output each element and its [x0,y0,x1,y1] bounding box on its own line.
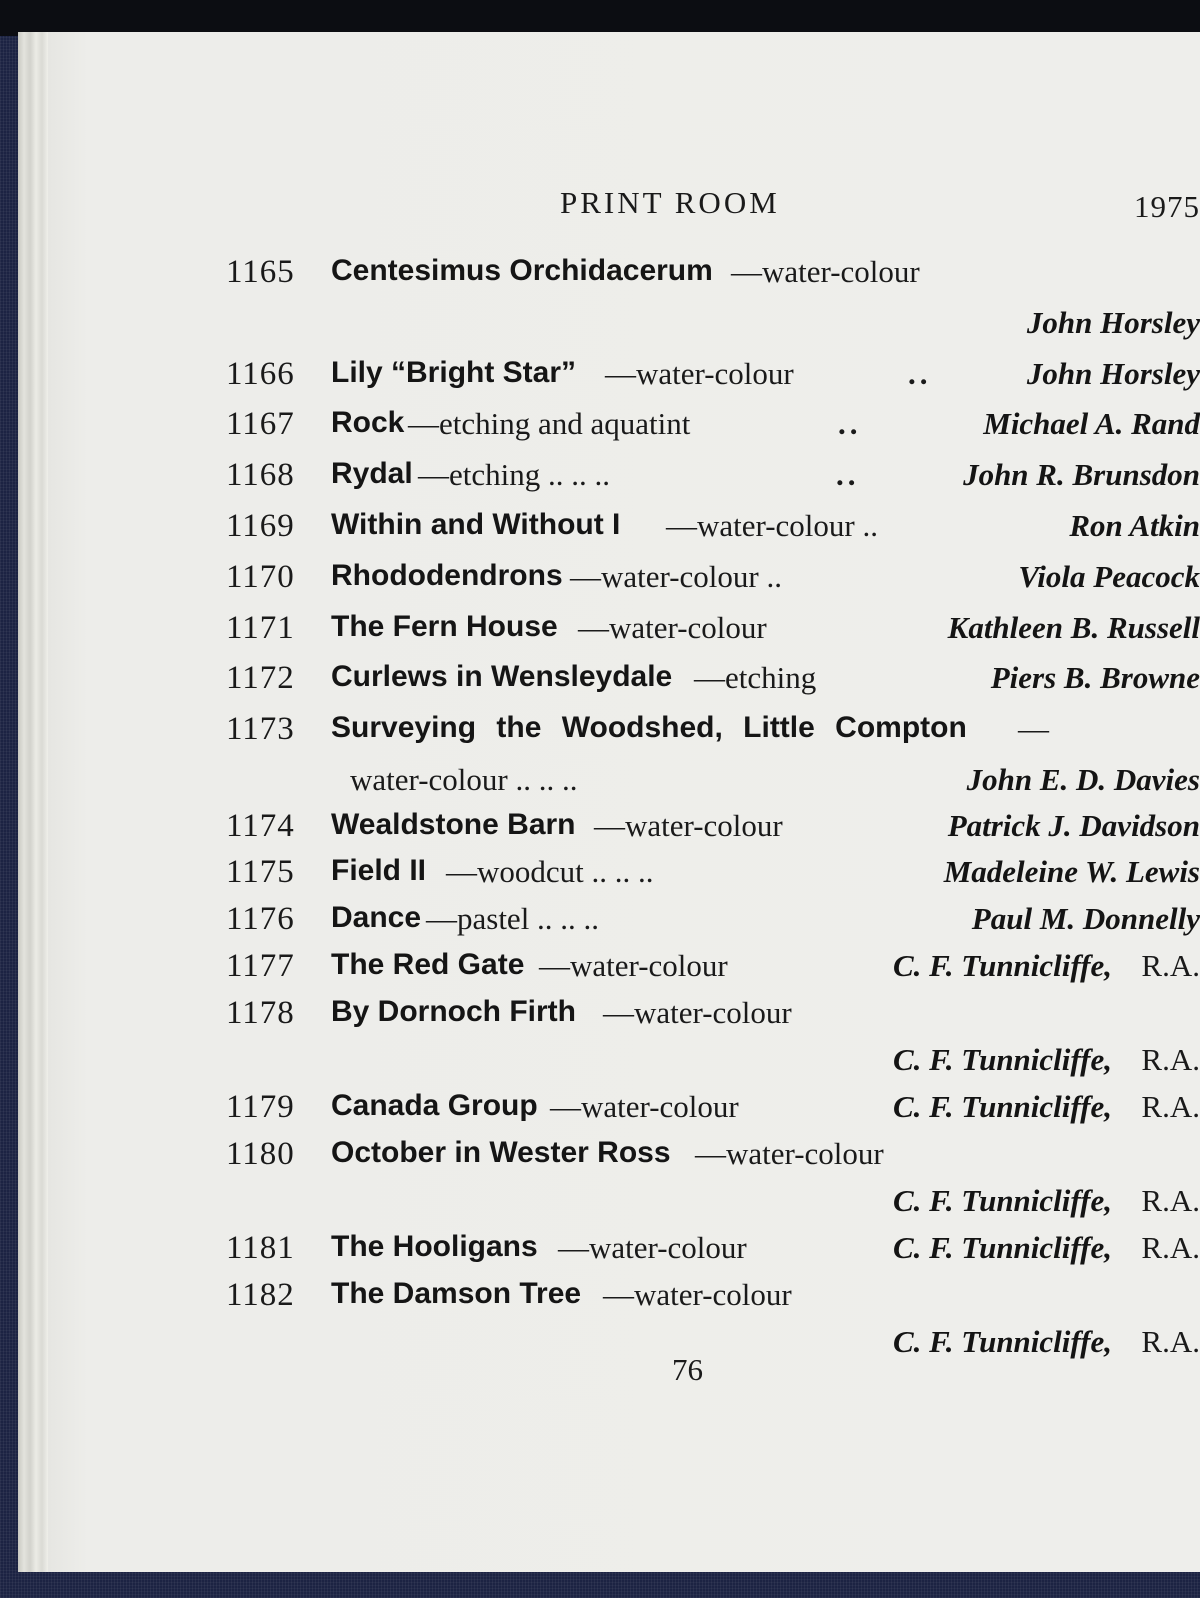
entry-medium: —etching [694,660,817,695]
entry-title: Curlews in Wensleydale [331,660,673,693]
entry-artist-suffix: R.A. [1141,1042,1200,1077]
entry-title: By Dornoch Firth [331,995,576,1028]
list-item [48,711,1200,759]
entry-artist-suffix: R.A. [1141,1230,1200,1265]
entry-medium: —water-colour [578,610,767,645]
list-item [48,948,1200,996]
list-item [48,808,1200,856]
entry-medium: —water-colour [603,995,792,1030]
entry-title: Within and Without I [331,508,621,541]
entry-title: October in Wester Ross [331,1136,671,1169]
entry-artist: Kathleen B. Russell [947,610,1200,645]
entry-number: 1175 [226,854,295,890]
list-item [48,1136,1200,1184]
entry-medium: — [1018,711,1049,746]
list-item [48,995,1200,1043]
entry-artist: John R. Brunsdon [963,457,1200,492]
leader-dots: .. [838,406,862,441]
entry-artist: Madeleine W. Lewis [943,854,1200,889]
list-item [48,854,1200,902]
entry-number: 1171 [226,610,295,646]
entry-title: The Fern House [331,610,558,643]
list-item-continuation [48,305,1200,353]
entry-title: Rhododendrons [331,559,563,592]
entry-number: 1170 [226,559,295,595]
entry-artist: C. F. Tunnicliffe, [892,1230,1112,1265]
entry-number: 1181 [226,1230,295,1266]
entry-artist-suffix: R.A. [1141,1089,1200,1124]
entry-number: 1182 [226,1277,295,1313]
entry-artist: Michael A. Rand [983,406,1200,441]
entry-medium: —water-colour [539,948,728,983]
entry-artist: John E. D. Davies [966,762,1200,797]
entry-title: The Red Gate [331,948,525,981]
entry-number: 1180 [226,1136,295,1172]
entry-number: 1178 [226,995,295,1031]
list-item [48,610,1200,658]
entry-artist: C. F. Tunnicliffe, [892,1089,1112,1124]
entry-title: Lily “Bright Star” [331,356,577,389]
entry-artist: C. F. Tunnicliffe, [892,1183,1112,1218]
entry-title: Wealdstone Barn [331,808,576,841]
entry-medium-continued: water-colour .. .. .. [350,762,578,797]
list-item-continuation [48,1042,1200,1090]
entry-title: The Hooligans [331,1230,538,1263]
list-item [48,1230,1200,1278]
entry-title: Rock [331,406,405,439]
entry-artist: C. F. Tunnicliffe, [892,1324,1112,1359]
entry-number: 1167 [226,406,295,442]
entry-artist: John Horsley [1026,305,1200,340]
entry-artist: Patrick J. Davidson [947,808,1200,843]
entry-number: 1168 [226,457,295,493]
entry-number: 1166 [226,356,295,392]
catalogue-page [48,32,1200,1572]
entry-number: 1169 [226,508,295,544]
list-item [48,508,1200,556]
entry-number: 1172 [226,660,295,696]
list-item [48,559,1200,607]
entry-artist: C. F. Tunnicliffe, [892,948,1112,983]
entry-title: Centesimus Orchidacerum [331,254,713,287]
leader-dots: .. [908,356,932,391]
catalogue-entries [48,32,1200,1532]
entry-title: Rydal [331,457,413,490]
entry-medium: —water-colour .. [666,508,878,543]
entry-number: 1177 [226,948,295,984]
entry-medium: —pastel .. .. .. [426,901,600,936]
entry-medium: —water-colour [603,1277,792,1312]
page-number: 76 [672,1352,703,1387]
entry-medium: —woodcut .. .. .. [446,854,654,889]
list-item-continuation [48,1324,1200,1372]
entry-artist: John Horsley [1026,356,1200,391]
list-item [48,406,1200,454]
entry-number: 1165 [226,254,295,290]
entry-medium: —etching .. .. .. [418,457,610,492]
list-item [48,660,1200,708]
entry-medium: —water-colour [731,254,920,289]
list-item [48,1089,1200,1137]
entry-medium: —water-colour [558,1230,747,1265]
entry-artist-suffix: R.A. [1141,1183,1200,1218]
entry-number: 1174 [226,808,295,844]
entry-medium: —water-colour .. [570,559,782,594]
list-item-continuation [48,762,1200,810]
entry-medium: —etching and aquatint [408,406,691,441]
entry-artist: C. F. Tunnicliffe, [892,1042,1112,1077]
top-shadow-band [0,0,1200,36]
entry-medium: —water-colour [550,1089,739,1124]
entry-title: Field II [331,854,427,887]
list-item [48,901,1200,949]
entry-number: 1173 [226,711,295,747]
entry-number: 1179 [226,1089,295,1125]
leader-dots: .. [836,457,860,492]
entry-number: 1176 [226,901,295,937]
section-title: PRINT ROOM [560,185,780,220]
list-item-continuation [48,1183,1200,1231]
entry-artist: Viola Peacock [1018,559,1200,594]
entry-title: The Damson Tree [331,1277,582,1310]
list-item [48,356,1200,404]
entry-title: Dance [331,901,422,934]
list-item [48,457,1200,505]
entry-artist-suffix: R.A. [1141,1324,1200,1359]
entry-artist-suffix: R.A. [1141,948,1200,983]
entry-title: Surveying the Woodshed, Little Compton [331,711,967,744]
entry-medium: —water-colour [594,808,783,843]
list-item [48,1277,1200,1325]
entry-medium: —water-colour [695,1136,884,1171]
entry-artist: Paul M. Donnelly [971,901,1200,936]
list-item [48,254,1200,302]
entry-artist: Piers B. Browne [990,660,1200,695]
entry-title: Canada Group [331,1089,538,1122]
year: 1975 [1134,189,1200,224]
entry-medium: —water-colour [605,356,794,391]
entry-artist: Ron Atkin [1069,508,1200,543]
